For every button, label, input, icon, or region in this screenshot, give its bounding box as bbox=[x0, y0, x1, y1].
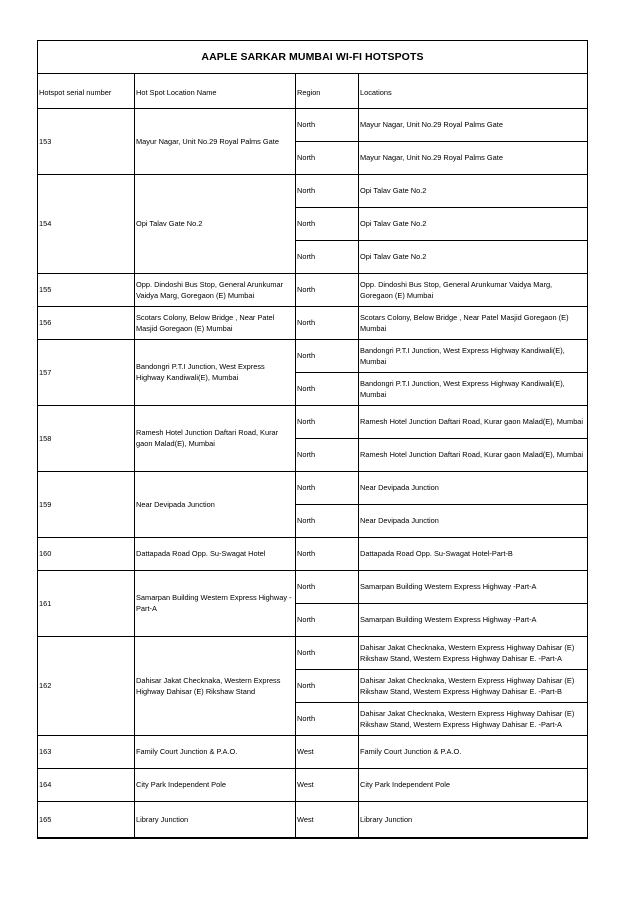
hotspot-location: Near Devipada Junction bbox=[360, 516, 439, 525]
document-title: AAPLE SARKAR MUMBAI WI-FI HOTSPOTS bbox=[201, 51, 424, 63]
hotspot-serial: 154 bbox=[39, 219, 52, 228]
hotspot-name: Opp. Dindoshi Bus Stop, General Arunkumar Vaidya Marg, Goregaon (E) Mumbai bbox=[136, 279, 284, 300]
header-region: Region bbox=[297, 88, 321, 97]
subrow-rule bbox=[295, 702, 588, 703]
header-locations: Locations bbox=[360, 88, 392, 97]
hotspot-location: Dahisar Jakat Checknaka, Western Express Highway Dahisar (E) Rikshaw Stand, Western Express Highway Dahisar E. -Part-A bbox=[360, 708, 575, 729]
group-rule bbox=[37, 405, 588, 406]
column-rule bbox=[295, 73, 296, 838]
subrow-rule bbox=[295, 504, 588, 505]
hotspot-table bbox=[37, 40, 588, 838]
hotspot-region: West bbox=[297, 780, 314, 789]
hotspot-name: Family Court Junction & P.A.O. bbox=[136, 747, 238, 756]
hotspot-name: Ramesh Hotel Junction Daftari Road, Kurar gaon Malad(E), Mumbai bbox=[136, 428, 279, 448]
subrow-rule bbox=[295, 207, 588, 208]
hotspot-serial: 157 bbox=[39, 367, 52, 377]
group-rule bbox=[37, 735, 588, 736]
hotspot-serial: 158 bbox=[39, 433, 52, 443]
subrow-rule bbox=[295, 603, 588, 604]
hotspot-name: Samarpan Building Western Express Highway -Part-A bbox=[136, 593, 292, 613]
table-border-right bbox=[587, 40, 588, 839]
group-rule bbox=[37, 570, 588, 571]
hotspot-serial: 165 bbox=[39, 815, 52, 824]
hotspot-region: West bbox=[297, 815, 314, 824]
hotspot-region: North bbox=[297, 120, 316, 129]
hotspot-location: Near Devipada Junction bbox=[360, 483, 439, 492]
hotspot-name: Opi Talav Gate No.2 bbox=[136, 219, 203, 228]
hotspot-location: Opi Talav Gate No.2 bbox=[360, 219, 427, 228]
group-rule bbox=[37, 306, 588, 307]
column-rule bbox=[134, 73, 135, 838]
hotspot-location: Bandongri P.T.I Junction, West Express Highway Kandiwali(E), Mumbai bbox=[360, 378, 565, 399]
table-border-top bbox=[37, 40, 588, 41]
hotspot-name: Library Junction bbox=[136, 815, 189, 824]
hotspot-location: Mayur Nagar, Unit No.29 Royal Palms Gate bbox=[360, 153, 503, 162]
column-rule bbox=[358, 73, 359, 838]
hotspot-name: Scotars Colony, Below Bridge , Near Patel Masjid Goregaon (E) Mumbai bbox=[136, 312, 275, 333]
subrow-rule bbox=[295, 372, 588, 373]
subrow-rule bbox=[295, 669, 588, 670]
hotspot-serial: 164 bbox=[39, 780, 52, 789]
hotspot-region: North bbox=[297, 351, 316, 360]
hotspot-serial: 156 bbox=[39, 318, 52, 327]
hotspot-region: North bbox=[297, 285, 316, 294]
hotspot-name: Mayur Nagar, Unit No.29 Royal Palms Gate bbox=[136, 136, 279, 146]
hotspot-location: Opi Talav Gate No.2 bbox=[360, 252, 427, 261]
group-rule bbox=[37, 636, 588, 637]
hotspot-serial: 159 bbox=[39, 499, 52, 509]
hotspot-location: Samarpan Building Western Express Highway -Part-A bbox=[360, 615, 537, 624]
hotspot-location: Dahisar Jakat Checknaka, Western Express Highway Dahisar (E) Rikshaw Stand, Western Express Highway Dahisar E. -Part-A bbox=[360, 642, 575, 663]
group-rule bbox=[37, 537, 588, 538]
hotspot-serial: 153 bbox=[39, 136, 52, 146]
hotspot-location: Ramesh Hotel Junction Daftari Road, Kurar gaon Malad(E), Mumbai bbox=[360, 417, 584, 426]
hotspot-region: North bbox=[297, 252, 316, 261]
subrow-rule bbox=[295, 438, 588, 439]
hotspot-location: Scotars Colony, Below Bridge , Near Patel Masjid Goregaon (E) Mumbai bbox=[360, 312, 569, 333]
hotspot-region: North bbox=[297, 219, 316, 228]
hotspot-name: Dahisar Jakat Checknaka, Western Express Highway Dahisar (E) Rikshaw Stand bbox=[136, 675, 281, 696]
group-rule bbox=[37, 768, 588, 769]
group-rule bbox=[37, 174, 588, 175]
group-rule bbox=[37, 801, 588, 802]
hotspot-region: North bbox=[297, 417, 316, 426]
subrow-rule bbox=[295, 141, 588, 142]
hotspot-location: Dahisar Jakat Checknaka, Western Express Highway Dahisar (E) Rikshaw Stand, Western Express Highway Dahisar E. -Part-B bbox=[360, 675, 575, 696]
hotspot-location: Family Court Junction & P.A.O. bbox=[360, 747, 462, 756]
hotspot-name: City Park Independent Pole bbox=[136, 780, 226, 789]
hotspot-region: West bbox=[297, 747, 314, 756]
hotspot-location: Opi Talav Gate No.2 bbox=[360, 186, 427, 195]
hotspot-location: Opp. Dindoshi Bus Stop, General Arunkumar Vaidya Marg, Goregaon (E) Mumbai bbox=[360, 279, 553, 300]
hotspot-region: North bbox=[297, 516, 316, 525]
group-rule bbox=[37, 838, 588, 839]
hotspot-region: North bbox=[297, 153, 316, 162]
table-border-left bbox=[37, 40, 38, 839]
hotspot-name: Dattapada Road Opp. Su-Swagat Hotel bbox=[136, 549, 266, 558]
header-name: Hot Spot Location Name bbox=[136, 88, 217, 97]
hotspot-location: Ramesh Hotel Junction Daftari Road, Kurar gaon Malad(E), Mumbai bbox=[360, 450, 584, 459]
hotspot-region: North bbox=[297, 186, 316, 195]
hotspot-region: North bbox=[297, 681, 316, 690]
hotspot-location: Samarpan Building Western Express Highway -Part-A bbox=[360, 582, 537, 591]
hotspot-serial: 163 bbox=[39, 747, 52, 756]
hotspot-region: North bbox=[297, 714, 316, 723]
hotspot-serial: 162 bbox=[39, 681, 52, 690]
hotspot-location: Bandongri P.T.I Junction, West Express Highway Kandiwali(E), Mumbai bbox=[360, 345, 565, 366]
hotspot-region: North bbox=[297, 450, 316, 459]
title-rule bbox=[37, 73, 588, 74]
group-rule bbox=[37, 273, 588, 274]
hotspot-region: North bbox=[297, 549, 316, 558]
hotspot-region: North bbox=[297, 318, 316, 327]
header-serial: Hotspot serial number bbox=[39, 88, 112, 97]
hotspot-region: North bbox=[297, 582, 316, 591]
hotspot-location: Library Junction bbox=[360, 815, 413, 824]
hotspot-location: Dattapada Road Opp. Su-Swagat Hotel-Part-B bbox=[360, 549, 513, 558]
hotspot-region: North bbox=[297, 648, 316, 657]
hotspot-region: North bbox=[297, 615, 316, 624]
hotspot-serial: 161 bbox=[39, 598, 52, 608]
header-rule bbox=[37, 108, 588, 109]
group-rule bbox=[37, 339, 588, 340]
hotspot-serial: 160 bbox=[39, 549, 52, 558]
subrow-rule bbox=[295, 240, 588, 241]
hotspot-region: North bbox=[297, 384, 316, 393]
hotspot-name: Bandongri P.T.I Junction, West Express Highway Kandiwali(E), Mumbai bbox=[136, 362, 265, 382]
hotspot-location: Mayur Nagar, Unit No.29 Royal Palms Gate bbox=[360, 120, 503, 129]
group-rule bbox=[37, 471, 588, 472]
hotspot-name: Near Devipada Junction bbox=[136, 499, 215, 509]
hotspot-region: North bbox=[297, 483, 316, 492]
hotspot-serial: 155 bbox=[39, 285, 52, 294]
hotspot-location: City Park Independent Pole bbox=[360, 780, 450, 789]
